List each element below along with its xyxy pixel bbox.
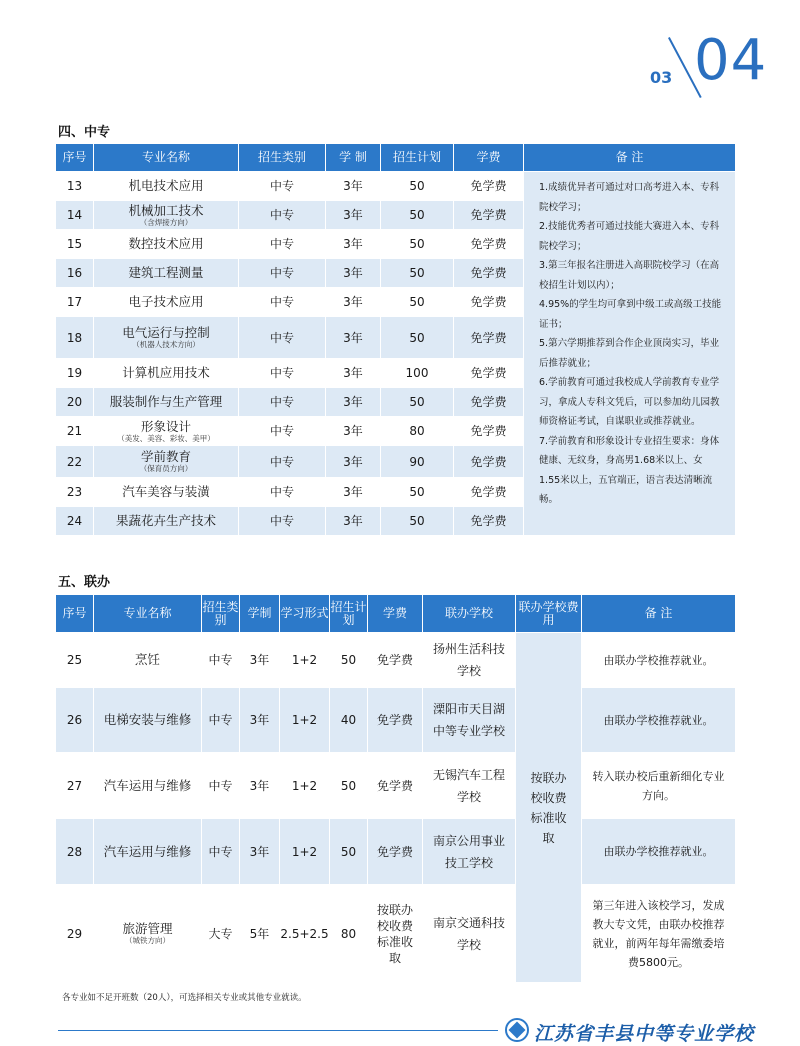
section5-header-row bbox=[56, 595, 736, 633]
fee-cell: 免学费 bbox=[454, 478, 524, 507]
duration-cell: 3年 bbox=[326, 359, 381, 388]
enroll-type-cell: 中专 bbox=[239, 478, 326, 507]
footer-divider bbox=[58, 1030, 498, 1031]
enroll-type-cell: 中专 bbox=[202, 633, 240, 688]
section4-header-cell: 序号 bbox=[56, 144, 94, 172]
duration-cell: 3年 bbox=[326, 388, 381, 417]
major-name: 建筑工程测量 bbox=[128, 265, 204, 280]
major-name: 数控技术应用 bbox=[128, 236, 204, 251]
plan-cell: 50 bbox=[330, 753, 368, 819]
row-number-cell: 28 bbox=[56, 819, 94, 885]
major-direction: （美发、美容、彩妆、美甲） bbox=[117, 433, 215, 443]
section4-title: 四、中专 bbox=[58, 125, 111, 140]
page-number: 04 bbox=[694, 28, 768, 93]
major-name-cell bbox=[94, 317, 239, 359]
study-form-cell: 1+2 bbox=[280, 633, 330, 688]
duration-cell: 3年 bbox=[326, 417, 381, 446]
plan-cell: 50 bbox=[381, 230, 454, 259]
page-sub-number: 03 bbox=[650, 68, 673, 87]
fee-cell: 免学费 bbox=[368, 819, 423, 885]
major-name-cell bbox=[94, 172, 239, 201]
major-name: 果蔬花卉生产技术 bbox=[115, 513, 216, 528]
section5-table bbox=[55, 594, 736, 983]
major-name: 机电技术应用 bbox=[128, 178, 204, 193]
row-number-cell: 27 bbox=[56, 753, 94, 819]
enroll-type-cell: 中专 bbox=[239, 507, 326, 536]
enroll-type-cell: 中专 bbox=[239, 388, 326, 417]
enroll-type-cell: 中专 bbox=[202, 753, 240, 819]
plan-cell: 50 bbox=[381, 317, 454, 359]
plan-cell: 50 bbox=[381, 288, 454, 317]
row-number-cell: 24 bbox=[56, 507, 94, 536]
fee-cell: 免学费 bbox=[454, 507, 524, 536]
section5-title: 五、联办 bbox=[58, 575, 111, 590]
major-name: 服装制作与生产管理 bbox=[109, 394, 223, 409]
enroll-type-cell: 中专 bbox=[239, 359, 326, 388]
row-number-cell: 17 bbox=[56, 288, 94, 317]
duration-cell: 3年 bbox=[326, 230, 381, 259]
duration-cell: 3年 bbox=[240, 819, 280, 885]
section5-header-cell: 联办学校费用 bbox=[516, 595, 582, 633]
major-name-cell bbox=[94, 359, 239, 388]
enroll-type-cell: 中专 bbox=[202, 688, 240, 753]
plan-cell: 50 bbox=[381, 388, 454, 417]
joint-school-cell: 扬州生活科技学校 bbox=[423, 633, 516, 688]
remark-cell: 第三年进入该校学习，发成教大专文凭，由联办校推荐就业，前两年每年需缴委培费5800元。 bbox=[582, 885, 736, 983]
remark-cell: 由联办学校推荐就业。 bbox=[582, 688, 736, 753]
footnote: 各专业如不足开班数（20人），可选择相关专业或其他专业就读。 bbox=[62, 993, 307, 1003]
plan-cell: 40 bbox=[330, 688, 368, 753]
fee-cell: 免学费 bbox=[454, 230, 524, 259]
study-form-cell: 1+2 bbox=[280, 753, 330, 819]
major-name-cell bbox=[94, 417, 239, 446]
major-name: 汽车美容与装潢 bbox=[122, 484, 210, 499]
row-number-cell: 22 bbox=[56, 446, 94, 478]
major-name-cell bbox=[94, 885, 202, 983]
plan-cell: 50 bbox=[381, 172, 454, 201]
remark-item: 6.学前教育可通过我校成人学前教育专业学习，拿成人专科文凭后，可以参加幼儿园教师资格证考试，自谋职业或推荐就业。 bbox=[539, 377, 720, 427]
duration-cell: 3年 bbox=[240, 633, 280, 688]
major-name: 烹饪 bbox=[134, 652, 160, 667]
major-name: 电梯安装与维修 bbox=[103, 712, 192, 727]
major-name-cell bbox=[94, 388, 239, 417]
remark-item: 2.技能优秀者可通过技能大赛进入本、专科院校学习； bbox=[539, 221, 720, 252]
duration-cell: 3年 bbox=[326, 172, 381, 201]
duration-cell: 3年 bbox=[326, 317, 381, 359]
major-name-cell bbox=[94, 478, 239, 507]
joint-fee-cell: 按联办校收费标准收取 bbox=[516, 633, 582, 983]
duration-cell: 3年 bbox=[240, 753, 280, 819]
section4-header-cell: 招生计划 bbox=[381, 144, 454, 172]
major-name: 形象设计 bbox=[140, 418, 191, 434]
major-name-cell bbox=[94, 819, 202, 885]
section4-header-cell: 备 注 bbox=[524, 144, 736, 172]
major-name-cell bbox=[94, 288, 239, 317]
plan-cell: 80 bbox=[381, 417, 454, 446]
row-number-cell: 16 bbox=[56, 259, 94, 288]
fee-cell: 免学费 bbox=[454, 388, 524, 417]
remark-item: 3.第三年报名注册进入高职院校学习（在高校招生计划以内）； bbox=[539, 260, 720, 291]
major-name-cell bbox=[94, 259, 239, 288]
fee-cell: 按联办校收费标准收取 bbox=[368, 885, 423, 983]
plan-cell: 50 bbox=[330, 633, 368, 688]
joint-school-cell: 南京交通科技学校 bbox=[423, 885, 516, 983]
remark-cell: 由联办学校推荐就业。 bbox=[582, 819, 736, 885]
section5-header-cell: 学制 bbox=[240, 595, 280, 633]
section5-header-cell: 学费 bbox=[368, 595, 423, 633]
fee-cell: 免学费 bbox=[368, 688, 423, 753]
major-direction: （含焊接方向） bbox=[139, 217, 193, 227]
school-name: 江苏省丰县中等专业学校 bbox=[534, 1023, 755, 1045]
plan-cell: 50 bbox=[381, 478, 454, 507]
major-name-cell bbox=[94, 201, 239, 230]
row-number-cell: 19 bbox=[56, 359, 94, 388]
fee-cell: 免学费 bbox=[454, 172, 524, 201]
major-name: 汽车运用与维修 bbox=[103, 843, 192, 859]
section4-header-cell: 招生类别 bbox=[239, 144, 326, 172]
plan-cell: 100 bbox=[381, 359, 454, 388]
section5-header-cell: 招生类别 bbox=[202, 595, 240, 633]
major-name: 学前教育 bbox=[140, 449, 191, 464]
section5-header-cell: 专业名称 bbox=[94, 595, 202, 633]
major-name-cell bbox=[94, 446, 239, 478]
fee-cell: 免学费 bbox=[454, 359, 524, 388]
enroll-type-cell: 中专 bbox=[239, 446, 326, 478]
section5-header-cell: 备 注 bbox=[582, 595, 736, 633]
enroll-type-cell: 中专 bbox=[239, 201, 326, 230]
section5-header-cell: 联办学校 bbox=[423, 595, 516, 633]
row-number-cell: 23 bbox=[56, 478, 94, 507]
table-row bbox=[56, 753, 736, 819]
fee-cell: 免学费 bbox=[454, 288, 524, 317]
row-number-cell: 29 bbox=[56, 885, 94, 983]
major-name-cell bbox=[94, 230, 239, 259]
duration-cell: 3年 bbox=[326, 478, 381, 507]
row-number-cell: 25 bbox=[56, 633, 94, 688]
study-form-cell: 2.5+2.5 bbox=[280, 885, 330, 983]
major-name-cell bbox=[94, 753, 202, 819]
major-name: 机械加工技术 bbox=[128, 202, 204, 218]
plan-cell: 50 bbox=[381, 259, 454, 288]
plan-cell: 50 bbox=[381, 507, 454, 536]
section4-header-cell: 学费 bbox=[454, 144, 524, 172]
remarks-cell bbox=[524, 172, 736, 536]
major-name: 汽车运用与维修 bbox=[103, 777, 192, 793]
enroll-type-cell: 中专 bbox=[202, 819, 240, 885]
fee-cell: 免学费 bbox=[454, 259, 524, 288]
major-name: 计算机应用技术 bbox=[122, 365, 210, 380]
remark-cell: 由联办学校推荐就业。 bbox=[582, 633, 736, 688]
section4-header-cell: 学 制 bbox=[326, 144, 381, 172]
major-name-cell bbox=[94, 633, 202, 688]
duration-cell: 3年 bbox=[326, 507, 381, 536]
section5-header-cell: 学习形式 bbox=[280, 595, 330, 633]
duration-cell: 3年 bbox=[326, 259, 381, 288]
enroll-type-cell: 中专 bbox=[239, 317, 326, 359]
duration-cell: 5年 bbox=[240, 885, 280, 983]
fee-cell: 免学费 bbox=[454, 201, 524, 230]
section4-header-cell: 专业名称 bbox=[94, 144, 239, 172]
row-number-cell: 20 bbox=[56, 388, 94, 417]
section4-table bbox=[55, 143, 736, 536]
enroll-type-cell: 大专 bbox=[202, 885, 240, 983]
duration-cell: 3年 bbox=[326, 446, 381, 478]
plan-cell: 80 bbox=[330, 885, 368, 983]
plan-cell: 90 bbox=[381, 446, 454, 478]
plan-cell: 50 bbox=[381, 201, 454, 230]
major-direction: （机器人技术方向） bbox=[132, 340, 200, 349]
duration-cell: 3年 bbox=[326, 288, 381, 317]
fee-cell: 免学费 bbox=[368, 753, 423, 819]
remark-item: 1.成绩优异者可通过对口高考进入本、专科院校学习； bbox=[539, 182, 720, 213]
row-number-cell: 26 bbox=[56, 688, 94, 753]
duration-cell: 3年 bbox=[240, 688, 280, 753]
major-name-cell bbox=[94, 688, 202, 753]
joint-school-cell: 南京公用事业技工学校 bbox=[423, 819, 516, 885]
fee-cell: 免学费 bbox=[454, 317, 524, 359]
section4-header-row bbox=[56, 144, 736, 172]
enroll-type-cell: 中专 bbox=[239, 172, 326, 201]
enroll-type-cell: 中专 bbox=[239, 259, 326, 288]
section5-header-cell: 招生计划 bbox=[330, 595, 368, 633]
section5-header-cell: 序号 bbox=[56, 595, 94, 633]
table-row bbox=[56, 633, 736, 688]
enroll-type-cell: 中专 bbox=[239, 417, 326, 446]
enroll-type-cell: 中专 bbox=[239, 288, 326, 317]
duration-cell: 3年 bbox=[326, 201, 381, 230]
joint-school-cell: 溧阳市天目湖中等专业学校 bbox=[423, 688, 516, 753]
plan-cell: 50 bbox=[330, 819, 368, 885]
major-direction: （保育员方向） bbox=[139, 464, 193, 473]
fee-cell: 免学费 bbox=[454, 417, 524, 446]
major-direction: （城铁方向） bbox=[125, 936, 170, 945]
row-number-cell: 18 bbox=[56, 317, 94, 359]
major-name: 旅游管理 bbox=[122, 921, 173, 936]
row-number-cell: 14 bbox=[56, 201, 94, 230]
study-form-cell: 1+2 bbox=[280, 688, 330, 753]
major-name: 电气运行与控制 bbox=[122, 325, 210, 340]
enroll-type-cell: 中专 bbox=[239, 230, 326, 259]
remark-item: 7.学前教育和形象设计专业招生要求：身体健康、无纹身，身高男1.68米以上、女1.55米以上，五官端正，语言表达清晰流畅。 bbox=[539, 435, 720, 505]
row-number-cell: 15 bbox=[56, 230, 94, 259]
table-row bbox=[56, 172, 736, 201]
fee-cell: 免学费 bbox=[454, 446, 524, 478]
major-name-cell bbox=[94, 507, 239, 536]
table-row bbox=[56, 688, 736, 753]
remark-cell: 转入联办校后重新细化专业方向。 bbox=[582, 753, 736, 819]
remark-item: 5.第六学期推荐到合作企业顶岗实习，毕业后推荐就业； bbox=[539, 338, 720, 369]
table-row bbox=[56, 819, 736, 885]
row-number-cell: 13 bbox=[56, 172, 94, 201]
remark-item: 4.95%的学生均可拿到中级工或高级工技能证书； bbox=[539, 299, 722, 330]
study-form-cell: 1+2 bbox=[280, 819, 330, 885]
school-logo-icon bbox=[505, 1018, 529, 1042]
joint-school-cell: 无锡汽车工程学校 bbox=[423, 753, 516, 819]
fee-cell: 免学费 bbox=[368, 633, 423, 688]
table-row bbox=[56, 885, 736, 983]
major-name: 电子技术应用 bbox=[128, 294, 204, 309]
row-number-cell: 21 bbox=[56, 417, 94, 446]
